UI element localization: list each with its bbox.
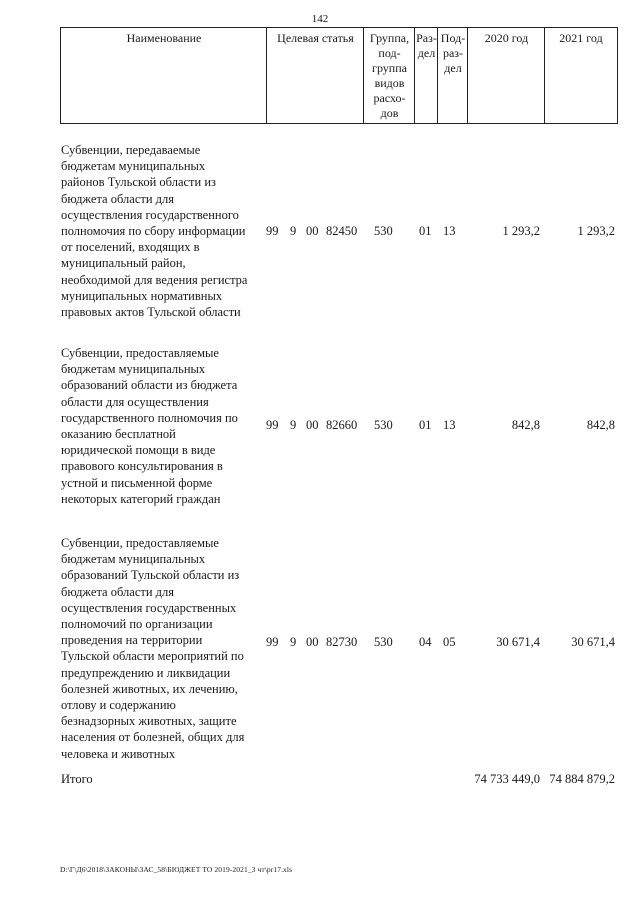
footer-file-path: D:\Г\Д6\2018\ЗАКОНЫ\ЗАС_58\БЮДЖЕТ ТО 2019-2021_3 чт\pr17.xls	[60, 865, 293, 874]
header-2021-cell	[544, 27, 618, 124]
row-code-4: 82450	[326, 224, 358, 238]
header-group-cell	[363, 27, 415, 124]
header-2020: 2020 год	[484, 31, 529, 45]
row-2020: 30 671,4	[496, 635, 540, 649]
row-name: Субвенции, передаваемые бюджетам муниципальных районов Тульской области из бюджета области для осуществления государственного полномочия по сбору информации от поселений, входящих в муниципальный район, необходимой для ведения регистра муниципальных нормативных правовых актов Тульской области	[61, 143, 248, 320]
row-section: 01	[419, 418, 432, 432]
header-target-article: Целевая статья	[277, 31, 354, 45]
row-code-1: 99	[266, 224, 279, 238]
row-name: Субвенции, предоставляемые бюджетам муниципальных образований Тульской области из бюджета области для осуществления государственных полномочий по организации проведения на территории Тульской области мероприятий по предупреждению и ликвидации болезней животных, их лечению, отлову и содержанию безнадзорных животных, защите населения от болезней, общих для человека и животных	[61, 536, 245, 761]
row-subsection: 13	[443, 224, 456, 238]
row-code-3: 00	[306, 418, 319, 432]
row-group: 530	[374, 418, 393, 432]
row-code-4: 82660	[326, 418, 358, 432]
header-2021: 2021 год	[559, 31, 603, 45]
row-subsection: 05	[443, 635, 456, 649]
header-section: Раз- дел	[416, 31, 437, 60]
row-2020: 1 293,2	[502, 224, 540, 238]
row-section: 01	[419, 224, 432, 238]
total-2021: 74 884 879,2	[549, 772, 615, 786]
row-section: 04	[419, 635, 432, 649]
header-target-article-cell	[266, 27, 364, 124]
page-number: 142	[311, 13, 329, 25]
header-name: Наименование	[126, 31, 202, 45]
header-2020-cell	[467, 27, 545, 124]
row-code-2: 9	[290, 635, 297, 649]
row-code-1: 99	[266, 418, 279, 432]
row-code-2: 9	[290, 418, 297, 432]
header-subsection: Под- раз- дел	[440, 31, 466, 75]
header-subsection-cell	[437, 27, 468, 124]
row-code-4: 82730	[326, 635, 358, 649]
header-name-cell	[60, 27, 267, 124]
row-subsection: 13	[443, 418, 456, 432]
row-2021: 30 671,4	[571, 635, 615, 649]
total-2020: 74 733 449,0	[474, 772, 540, 786]
row-group: 530	[374, 635, 393, 649]
row-2021: 1 293,2	[577, 224, 615, 238]
row-code-1: 99	[266, 635, 279, 649]
header-section-cell	[414, 27, 438, 124]
row-code-3: 00	[306, 224, 319, 238]
row-group: 530	[374, 224, 393, 238]
row-2021: 842,8	[586, 418, 615, 432]
total-label: Итого	[61, 772, 93, 786]
row-code-2: 9	[290, 224, 297, 238]
row-name: Субвенции, предоставляемые бюджетам муниципальных образований области из бюджета области для осуществления государственного полномочия по оказанию бесплатной юридической помощи в виде правового консультирования в устной и письменной форме некоторых категорий граждан	[61, 346, 238, 506]
row-code-3: 00	[306, 635, 319, 649]
header-group: Группа, под- группа видов расхо- дов	[369, 31, 410, 120]
row-2020: 842,8	[511, 418, 540, 432]
